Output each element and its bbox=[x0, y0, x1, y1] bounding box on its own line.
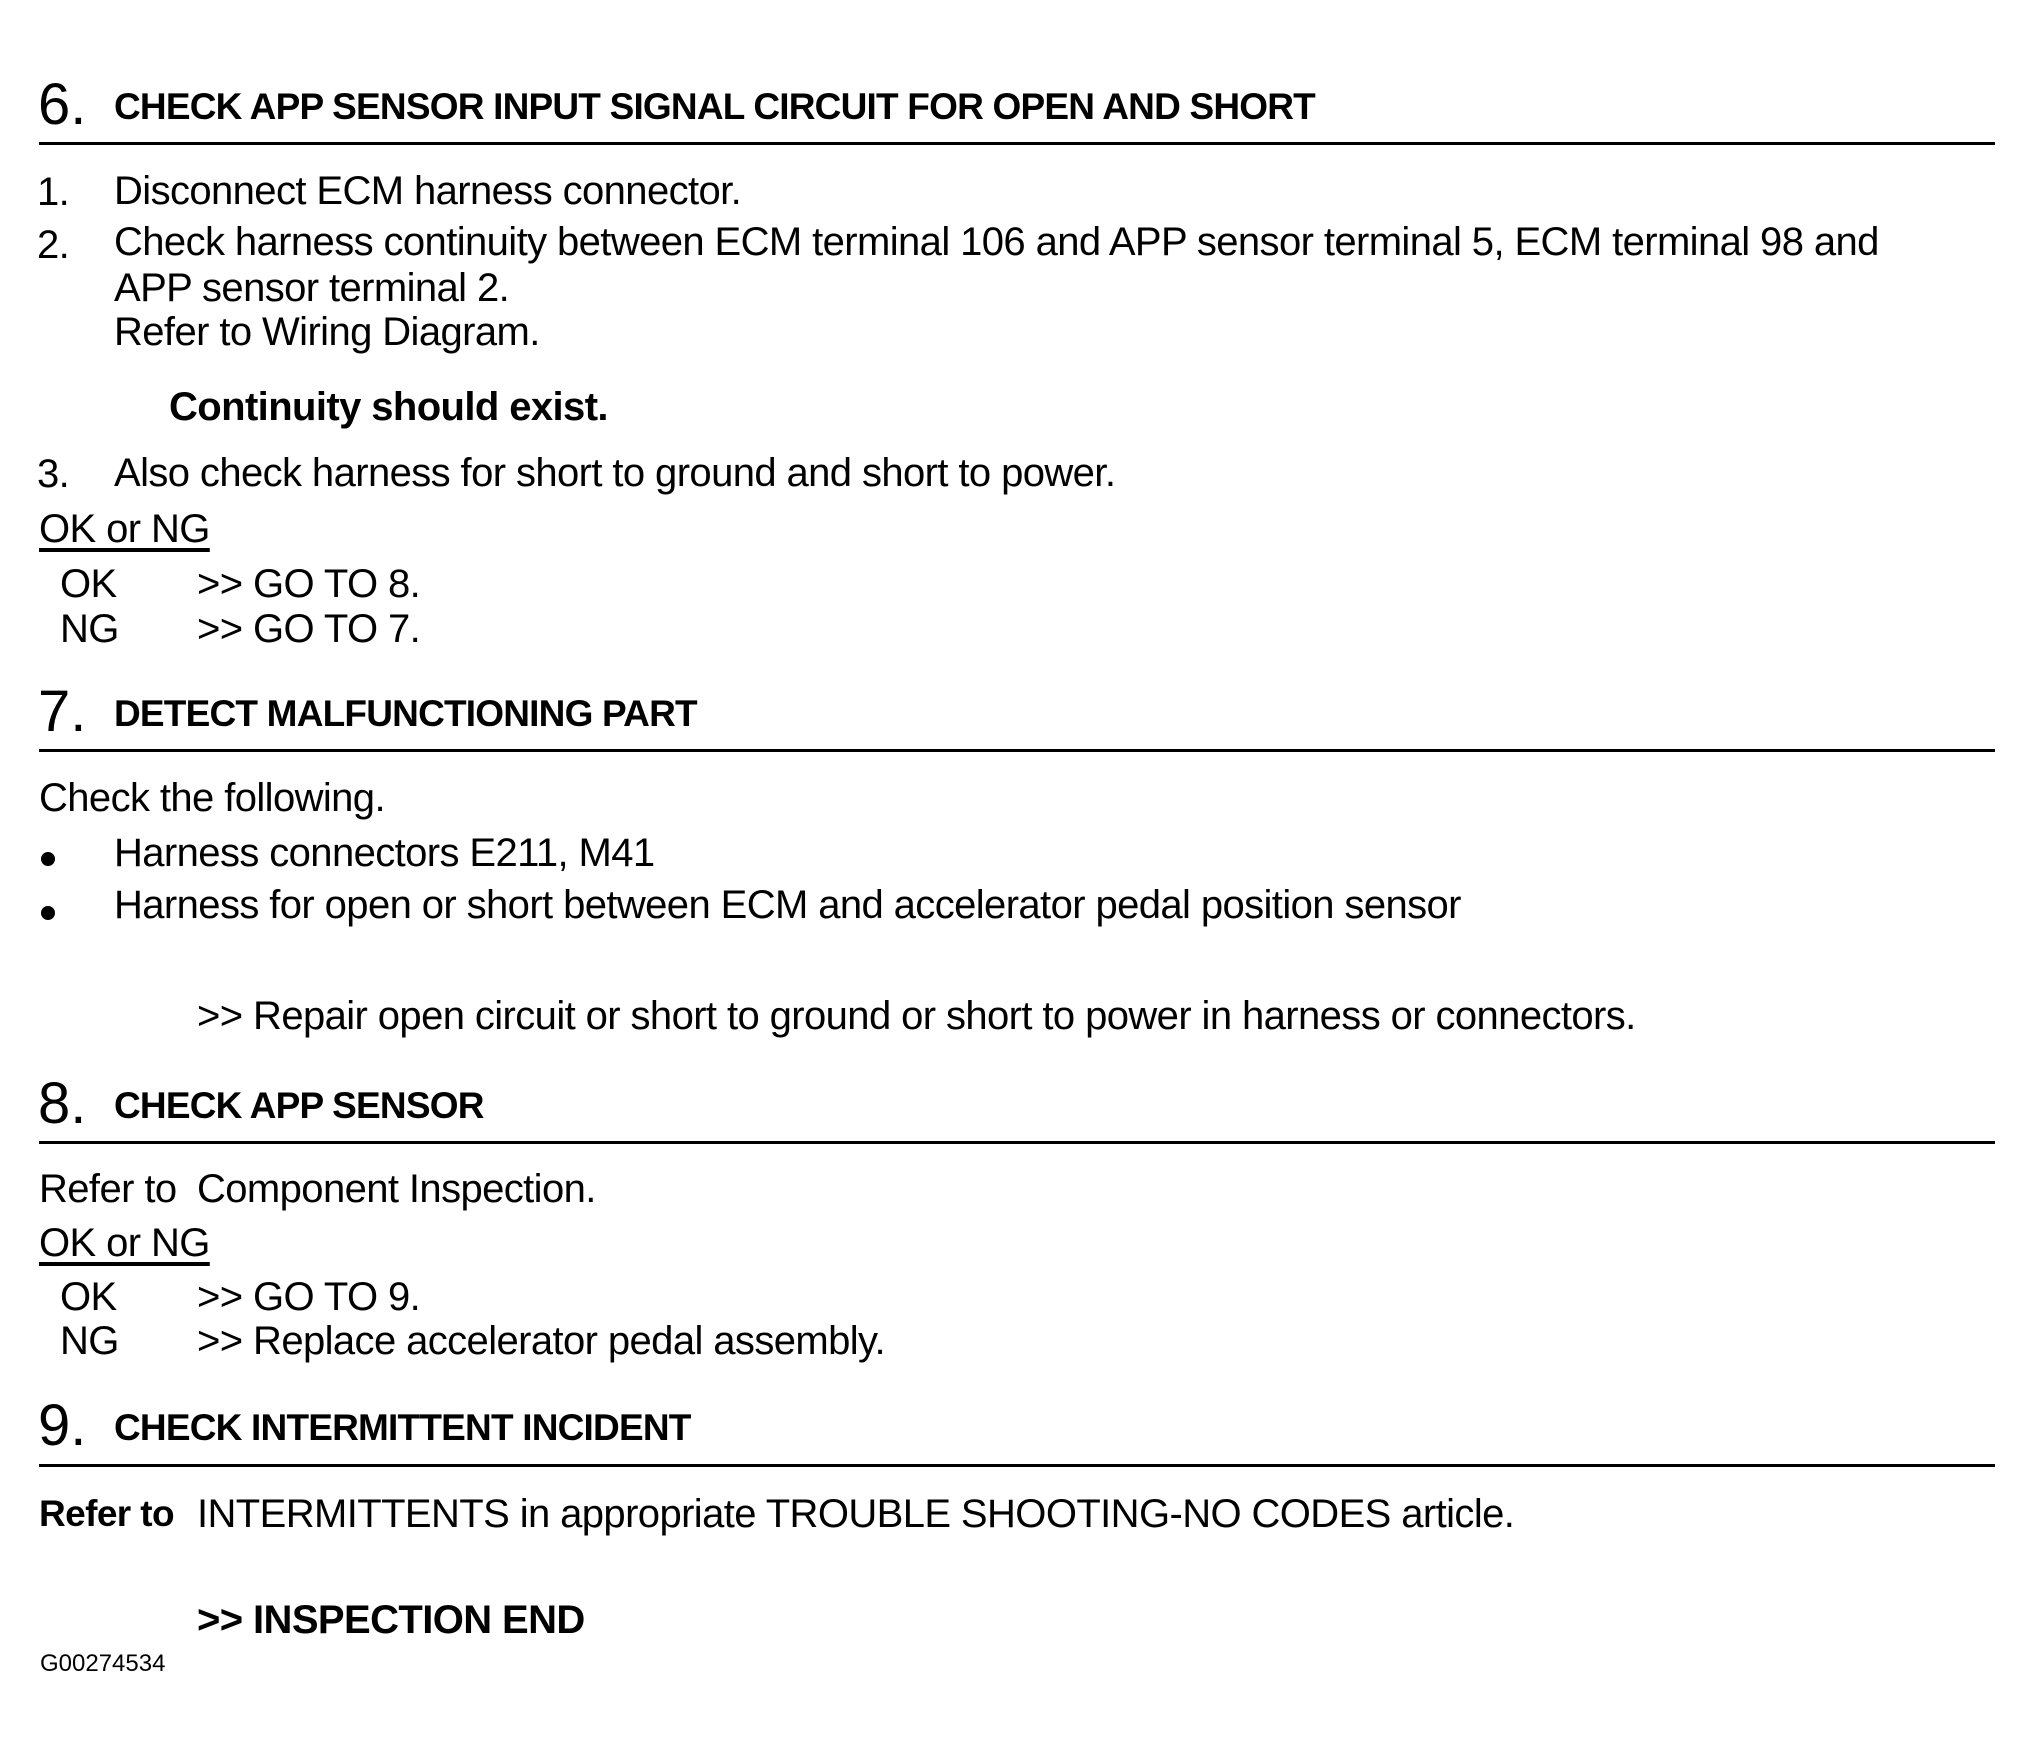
step-text: APP sensor terminal 2. bbox=[114, 266, 510, 310]
section-divider bbox=[39, 749, 1995, 752]
result-key: NG bbox=[60, 607, 119, 651]
bullet-icon bbox=[41, 852, 55, 866]
step-text: Check harness continuity between ECM terminal 106 and APP sensor terminal 5, ECM terminal 98 and bbox=[114, 220, 1879, 264]
refer-prefix: Refer to bbox=[39, 1167, 177, 1211]
result-action: >> GO TO 7. bbox=[197, 607, 421, 651]
section-divider bbox=[39, 142, 1995, 145]
step-9-title: CHECK INTERMITTENT INCIDENT bbox=[114, 1407, 691, 1448]
result-action: >> GO TO 8. bbox=[197, 562, 421, 606]
bullet-icon bbox=[41, 906, 55, 920]
step-8-title: CHECK APP SENSOR bbox=[114, 1085, 484, 1126]
bullet-text: Harness for open or short between ECM and accelerator pedal position sensor bbox=[114, 883, 1461, 927]
step-8-number: 8. bbox=[38, 1071, 87, 1136]
step-7-number: 7. bbox=[38, 679, 87, 744]
ok-or-ng-label: OK or NG bbox=[39, 1221, 210, 1265]
step-7-title: DETECT MALFUNCTIONING PART bbox=[114, 693, 697, 734]
section-divider bbox=[39, 1464, 1995, 1467]
ok-or-ng-label: OK or NG bbox=[39, 507, 210, 551]
result-key: NG bbox=[60, 1319, 119, 1363]
bullet-text: Harness connectors E211, M41 bbox=[114, 831, 655, 875]
step-number: 1. bbox=[37, 170, 70, 214]
figure-id: G00274534 bbox=[40, 1650, 166, 1677]
result-key: OK bbox=[60, 1275, 117, 1319]
step-6-number: 6. bbox=[38, 72, 87, 137]
refer-text: Component Inspection. bbox=[197, 1167, 596, 1211]
step-text: Disconnect ECM harness connector. bbox=[114, 169, 742, 213]
refer-text: INTERMITTENTS in appropriate TROUBLE SHOOTING-NO CODES article. bbox=[197, 1492, 1515, 1536]
section-divider bbox=[39, 1141, 1995, 1144]
check-intro: Check the following. bbox=[39, 776, 385, 820]
result-action: >> GO TO 9. bbox=[197, 1275, 421, 1319]
result-action: >> Replace accelerator pedal assembly. bbox=[197, 1319, 885, 1363]
refer-prefix: Refer to bbox=[39, 1493, 174, 1534]
continuity-spec: Continuity should exist. bbox=[169, 385, 608, 429]
repair-action: >> Repair open circuit or short to ground or short to power in harness or connectors. bbox=[197, 994, 1636, 1038]
inspection-end: >> INSPECTION END bbox=[197, 1598, 585, 1642]
step-text: Refer to Wiring Diagram. bbox=[114, 310, 540, 354]
result-key: OK bbox=[60, 562, 117, 606]
step-6-title: CHECK APP SENSOR INPUT SIGNAL CIRCUIT FOR OPEN AND SHORT bbox=[114, 86, 1315, 127]
step-number: 3. bbox=[37, 452, 70, 496]
step-text: Also check harness for short to ground and short to power. bbox=[114, 451, 1116, 495]
step-9-number: 9. bbox=[38, 1393, 87, 1458]
step-number: 2. bbox=[37, 223, 70, 267]
